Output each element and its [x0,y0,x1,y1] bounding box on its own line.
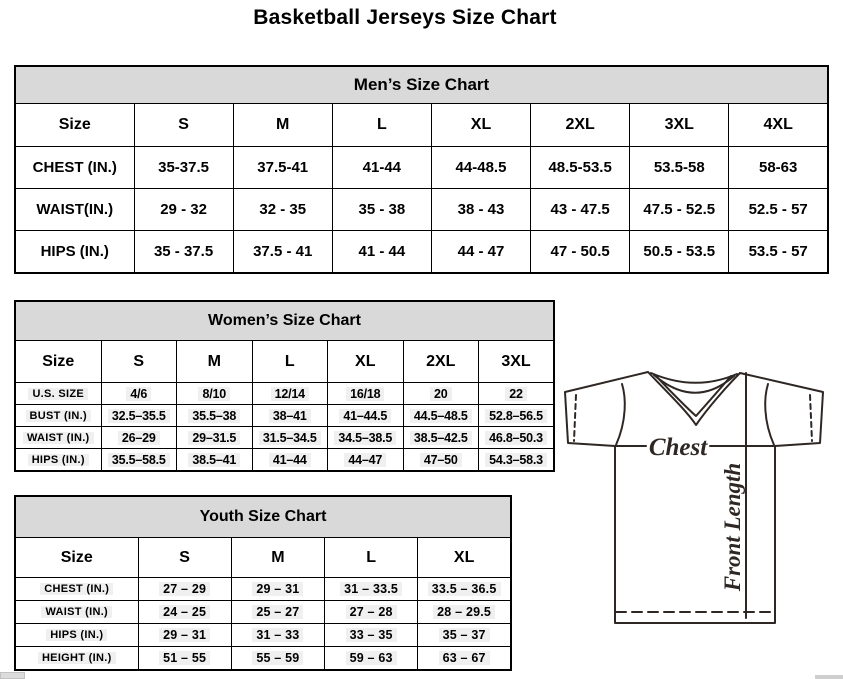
size-value-cell [328,449,404,472]
size-column-header: XL [418,538,511,578]
table-title-row [15,301,554,341]
row-label-text: WAIST (IN.) [41,606,112,618]
row-label [15,624,138,647]
size-column-header: L [332,104,431,147]
size-value-cell [479,449,555,472]
row-label [15,601,138,624]
size-value-cell [328,427,404,449]
size-value: 38.5–41 [188,453,240,467]
row-label-text: WAIST(IN.) [36,201,114,218]
row-label-text: HIPS (IN.) [46,629,107,641]
row-label-text: U.S. SIZE [28,388,88,400]
size-value-cell [134,231,233,274]
size-value-cell [231,647,324,671]
size-value: 51 – 55 [159,651,210,665]
measurement-row [15,449,554,472]
size-value-cell [531,147,630,189]
size-value-cell [231,624,324,647]
size-value: 53.5-58 [653,159,705,176]
size-value: 29 – 31 [159,628,210,642]
size-value: 35.5–58.5 [108,453,170,467]
row-label [15,427,101,449]
size-value: 8/10 [198,387,230,401]
size-column-header: 4XL [729,104,828,147]
size-value: 55 – 59 [252,651,303,665]
size-value-cell [177,383,253,405]
size-column-header: S [138,538,231,578]
size-value-cell [231,578,324,601]
row-label [15,147,134,189]
size-column-header: L [325,538,418,578]
size-value-cell [431,231,530,274]
size-value-cell [231,601,324,624]
row-label [15,383,101,405]
size-value: 16/18 [346,387,384,401]
size-value: 35 - 37.5 [153,243,214,260]
size-value: 54.3–58.3 [485,453,547,467]
table-header-row [15,341,554,383]
size-value: 47.5 - 52.5 [643,201,716,218]
size-value-cell [328,405,404,427]
right-cuff-dashed-line [810,395,812,441]
size-value: 31 – 33 [252,628,303,642]
size-column-header: M [177,341,253,383]
size-value: 52.5 - 57 [748,201,808,218]
chest-label: Chest [648,434,708,461]
size-value: 31.5–34.5 [259,431,321,445]
size-value-cell [418,601,511,624]
size-value: 24 – 25 [159,605,210,619]
size-value: 47–50 [420,453,462,467]
row-label-text: BUST (IN.) [26,410,91,422]
scrollbar-fragment-left[interactable] [0,672,25,679]
size-value: 43 - 47.5 [550,201,610,218]
size-value: 4/6 [126,387,151,401]
size-value-cell [233,231,332,274]
measurement-row [15,231,828,274]
size-value: 63 – 67 [439,651,490,665]
measurement-row [15,383,554,405]
size-value: 41 - 44 [358,243,406,260]
measurement-row [15,427,554,449]
size-value: 41–44 [269,453,311,467]
table-title: Youth Size Chart [15,496,511,538]
right-armhole-seam [765,384,774,445]
size-value-cell [101,405,177,427]
jersey-outline [565,372,823,623]
size-value: 34.5–38.5 [334,431,396,445]
measurement-row [15,147,828,189]
size-value-cell [729,231,828,274]
size-value: 35-37.5 [158,159,209,176]
size-value-cell [101,383,177,405]
size-value-cell [418,578,511,601]
size-value: 44–47 [344,453,386,467]
size-value: 58-63 [758,159,798,176]
size-value-cell [101,427,177,449]
size-value-cell [729,189,828,231]
size-value-cell [531,231,630,274]
size-value: 53.5 - 57 [748,243,808,260]
size-value: 35 - 38 [358,201,406,218]
row-label-text: WAIST (IN.) [23,432,94,444]
size-value: 32 - 35 [259,201,307,218]
jersey-measurement-diagram [556,362,843,632]
size-value-cell [233,189,332,231]
size-value-cell [418,647,511,671]
size-value: 22 [505,387,527,401]
size-value: 44.5–48.5 [410,409,472,423]
size-value: 38 - 43 [457,201,505,218]
size-label-header: Size [15,538,138,578]
size-value-cell [325,601,418,624]
measurement-row [15,601,511,624]
size-value-cell [325,624,418,647]
size-value-cell [332,147,431,189]
size-label-header: Size [15,104,134,147]
measurement-row [15,578,511,601]
size-value: 35.5–38 [188,409,240,423]
table-title: Men’s Size Chart [15,66,828,104]
left-cuff-dashed-line [574,395,576,441]
size-value-cell [403,383,479,405]
row-label-text: CHEST (IN.) [40,583,113,595]
size-value-cell [431,147,530,189]
table-title: Women’s Size Chart [15,301,554,341]
size-value-cell [134,189,233,231]
left-armhole-seam [616,384,625,445]
size-value: 25 – 27 [252,605,303,619]
size-value-cell [233,147,332,189]
size-value-cell [134,147,233,189]
size-value-cell [403,427,479,449]
size-value: 48.5-53.5 [548,159,612,176]
table-header-row [15,104,828,147]
front-length-label: Front Length [720,462,745,592]
size-column-header: M [231,538,324,578]
size-value: 33 – 35 [346,628,397,642]
size-value-cell [325,578,418,601]
size-column-header: XL [431,104,530,147]
size-value-cell [403,405,479,427]
measurement-row [15,405,554,427]
size-value: 37.5 - 41 [253,243,313,260]
size-value: 37.5-41 [257,159,309,176]
size-value: 38.5–42.5 [410,431,472,445]
size-value: 59 – 63 [346,651,397,665]
size-value-cell [531,189,630,231]
measurement-row [15,189,828,231]
size-value-cell [729,147,828,189]
row-label-text: HEIGHT (IN.) [38,652,116,664]
size-value: 41-44 [362,159,402,176]
size-value-cell [252,427,328,449]
size-value: 29 - 32 [160,201,207,218]
row-label [15,647,138,671]
size-value-cell [177,427,253,449]
size-column-header: S [134,104,233,147]
size-value: 29 – 31 [252,582,303,596]
size-value: 47 - 50.5 [550,243,610,260]
size-value-cell [403,449,479,472]
size-value: 32.5–35.5 [108,409,170,423]
size-value: 38–41 [269,409,311,423]
size-column-header: 2XL [403,341,479,383]
row-label [15,578,138,601]
size-value: 35 – 37 [439,628,490,642]
size-value-cell [101,449,177,472]
size-value-cell [479,383,555,405]
size-value: 44-48.5 [455,159,507,176]
size-value-cell [252,449,328,472]
size-value: 28 – 29.5 [433,605,495,619]
size-column-header: 2XL [531,104,630,147]
size-value-cell [630,189,729,231]
size-value: 29–31.5 [188,431,240,445]
size-value-cell [630,147,729,189]
size-value-cell [431,189,530,231]
womens-size-table [14,300,555,472]
size-value-cell [332,189,431,231]
measurement-row [15,647,511,671]
row-label [15,231,134,274]
size-value-cell [138,647,231,671]
youth-size-table [14,495,512,671]
size-value: 12/14 [271,387,309,401]
size-value: 26–29 [118,431,160,445]
size-value: 52.8–56.5 [485,409,547,423]
mens-size-table [14,65,829,274]
row-label-text: CHEST (IN.) [32,159,117,176]
size-value-cell [252,383,328,405]
size-column-header: 3XL [630,104,729,147]
size-column-header: S [101,341,177,383]
row-label-text: HIPS (IN.) [40,243,109,260]
size-value-cell [479,427,555,449]
row-label [15,449,101,472]
page-title: Basketball Jerseys Size Chart [253,6,557,29]
size-value: 41–44.5 [339,409,391,423]
measurement-row [15,624,511,647]
size-value: 50.5 - 53.5 [643,243,716,260]
size-value: 27 – 28 [346,605,397,619]
size-value-cell [138,601,231,624]
table-title-row [15,66,828,104]
size-column-header: 3XL [479,341,555,383]
size-value-cell [138,578,231,601]
size-value-cell [252,405,328,427]
size-value-cell [328,383,404,405]
size-column-header: M [233,104,332,147]
row-label [15,405,101,427]
size-label-header: Size [15,341,101,383]
size-value-cell [418,624,511,647]
row-label [15,189,134,231]
table-title-row [15,496,511,538]
size-value-cell [138,624,231,647]
size-value-cell [177,449,253,472]
row-label-text: HIPS (IN.) [28,454,89,466]
size-value: 46.8–50.3 [485,431,547,445]
size-value-cell [177,405,253,427]
size-value: 27 – 29 [159,582,210,596]
size-value: 44 - 47 [457,243,505,260]
size-value: 20 [430,387,452,401]
size-value-cell [325,647,418,671]
size-column-header: L [252,341,328,383]
size-value-cell [332,231,431,274]
table-header-row [15,538,511,578]
size-column-header: XL [328,341,404,383]
size-value: 31 – 33.5 [340,582,402,596]
size-value-cell [630,231,729,274]
size-value-cell [479,405,555,427]
size-value: 33.5 – 36.5 [428,582,501,596]
scrollbar-fragment-right[interactable] [815,675,843,679]
